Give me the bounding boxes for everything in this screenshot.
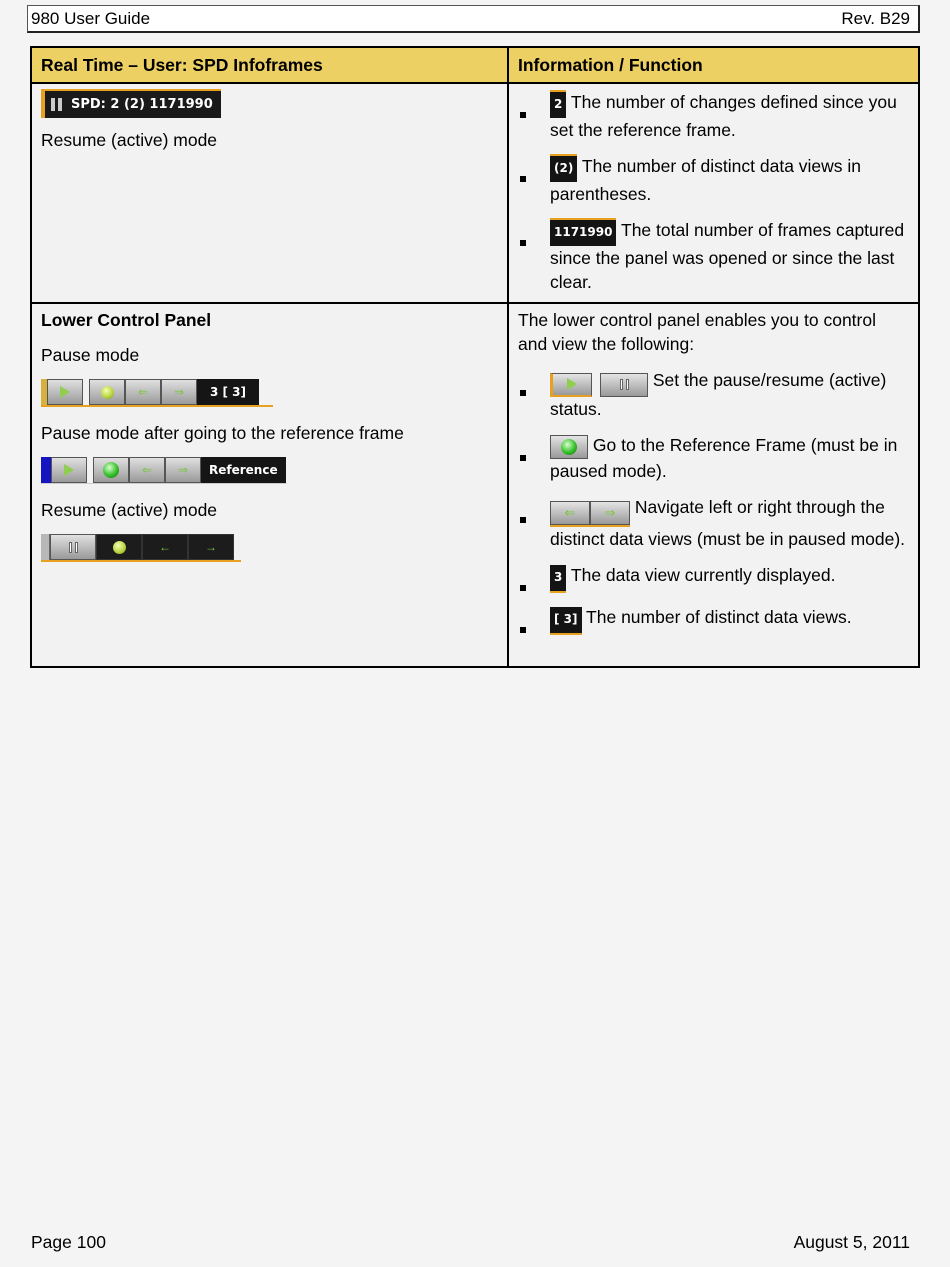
list-item <box>518 368 909 421</box>
current-view-badge: 3 <box>550 565 566 593</box>
lower-panel-intro: The lower control panel enables you to control and view the following: <box>518 310 876 354</box>
document-date: August 5, 2011 <box>793 1232 910 1252</box>
play-icon <box>64 464 74 476</box>
reference-button[interactable] <box>89 379 125 405</box>
view-readout: 3 [ 3] <box>197 379 259 405</box>
right-arrow-button[interactable] <box>161 379 197 405</box>
distinct-views-count-badge: [ 3] <box>550 607 582 635</box>
pause-mode-toolbar <box>41 379 273 407</box>
left-arrow-icon: ← <box>159 540 171 554</box>
row1-left-cell <box>31 83 508 303</box>
list-item <box>518 605 909 635</box>
right-arrow-button[interactable] <box>165 457 201 483</box>
revision: Rev. B29 <box>841 8 910 28</box>
left-arrow-button[interactable] <box>129 457 165 483</box>
spd-bar-text: SPD: 2 (2) 1171990 <box>71 96 213 112</box>
page-header <box>27 5 920 33</box>
play-icon <box>60 386 70 398</box>
pause-icon <box>69 542 78 553</box>
play-button-icon <box>550 373 592 397</box>
row1-left-caption: Resume (active) mode <box>41 130 218 150</box>
reference-dot-icon <box>101 386 114 399</box>
list-item <box>518 433 909 483</box>
pause-ref-caption: Pause mode after going to the reference frame <box>41 423 404 443</box>
play-icon <box>567 378 577 390</box>
left-arrow-icon: ⇐ <box>137 385 149 399</box>
table-row <box>31 303 919 667</box>
changes-count-badge: 2 <box>550 90 566 118</box>
play-button[interactable] <box>47 379 83 405</box>
frames-count-badge: 1171990 <box>550 218 616 246</box>
col-header-right: Information / Function <box>508 47 919 83</box>
play-button[interactable] <box>51 457 87 483</box>
reference-dot-icon <box>103 462 119 478</box>
reference-toolbar <box>41 457 287 484</box>
right-arrow-icon: ⇒ <box>590 501 630 525</box>
pause-icon <box>620 379 629 390</box>
bullet-text: The number of changes defined since you set the reference frame. <box>550 92 897 140</box>
reference-button[interactable] <box>93 457 129 483</box>
list-item <box>518 563 909 593</box>
lower-panel-title: Lower Control Panel <box>41 310 212 330</box>
pause-button[interactable] <box>50 534 96 560</box>
table-header-row <box>31 47 919 83</box>
reference-button-icon <box>550 435 588 459</box>
bullet-text: The number of distinct data views. <box>586 606 852 627</box>
pause-icon <box>51 98 63 111</box>
reference-dot-icon <box>113 541 126 554</box>
row2-left-cell <box>31 303 508 667</box>
bullet-text: Set the pause/resume (active) status. <box>550 370 887 419</box>
col-header-left: Real Time – User: SPD Infoframes <box>31 47 508 83</box>
pause-mode-caption: Pause mode <box>41 345 140 365</box>
list-item <box>518 154 909 206</box>
bullet-text: Go to the Reference Frame (must be in paused mode). <box>550 434 898 481</box>
right-arrow-icon: ⇒ <box>177 463 189 477</box>
row1-right-cell <box>508 83 919 303</box>
table-row <box>31 83 919 303</box>
right-arrow-icon: → <box>205 540 217 554</box>
spd-infoframes-table <box>30 46 920 668</box>
left-arrow-button[interactable] <box>142 534 188 560</box>
bullet-text: Navigate left or right through the distinct data views (must be in paused mode). <box>550 496 906 549</box>
page-footer <box>31 1232 910 1253</box>
resume-mode-caption: Resume (active) mode <box>41 500 218 520</box>
bullet-text: The number of distinct data views in parentheses. <box>550 156 862 204</box>
resume-mode-toolbar <box>41 534 241 562</box>
spd-status-bar <box>41 89 221 118</box>
list-item <box>518 90 909 142</box>
right-arrow-button[interactable] <box>188 534 234 560</box>
row2-right-cell <box>508 303 919 667</box>
page-number: Page 100 <box>31 1232 106 1252</box>
left-arrow-button[interactable] <box>125 379 161 405</box>
navigate-buttons-icon <box>550 501 630 527</box>
reference-readout: Reference <box>201 457 286 483</box>
left-arrow-icon: ⇐ <box>141 463 153 477</box>
bullet-text: The data view currently displayed. <box>570 564 836 585</box>
right-arrow-icon: ⇒ <box>173 385 185 399</box>
bullet-text: The total number of frames captured since the panel was opened or since the last clear. <box>550 220 905 292</box>
distinct-views-badge: (2) <box>550 154 577 182</box>
left-arrow-icon: ⇐ <box>550 501 590 525</box>
list-item <box>518 495 909 551</box>
reference-dot-icon <box>561 439 577 455</box>
list-item <box>518 218 909 294</box>
pause-button-icon <box>600 373 648 397</box>
reference-button[interactable] <box>96 534 142 560</box>
guide-title: 980 User Guide <box>31 8 151 28</box>
